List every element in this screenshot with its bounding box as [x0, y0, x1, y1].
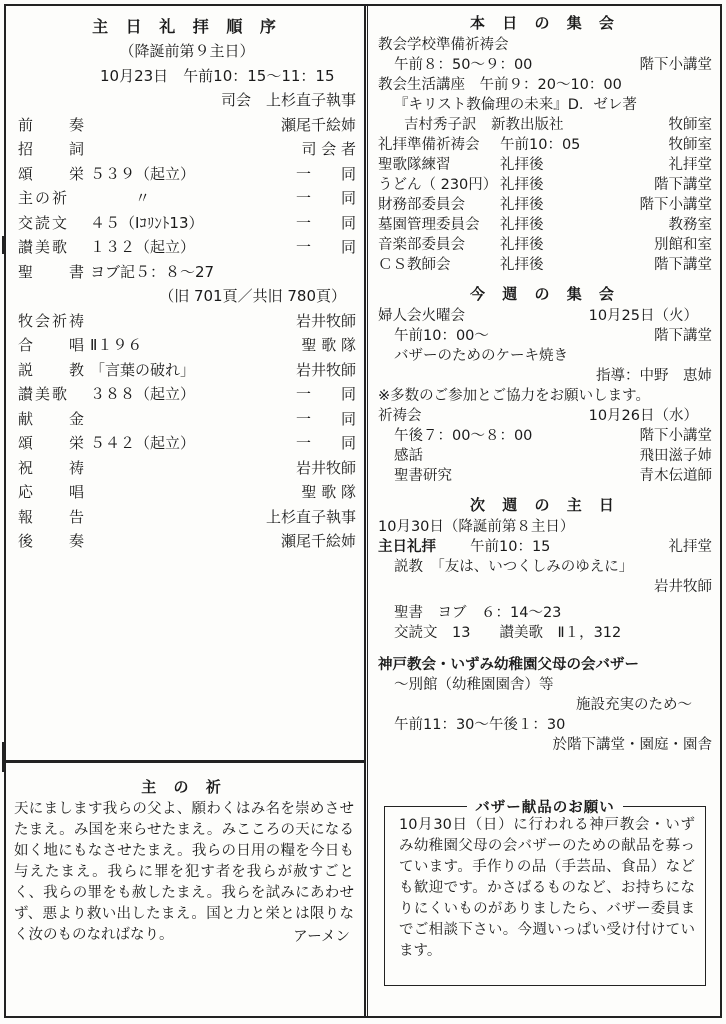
notice-text: 10月30日（日）に行われる神戸教会・いずみ幼稚園父母の会バザーのための献品を募っています。手作りの品（手芸品、食品）なども歓迎です。かさばるものなど、お持ちになりにくいものがありましたら、バザー委員までご相談下さい。今週いっぱい受け付けています。 [399, 817, 695, 959]
meeting-place: 別館和室 [654, 237, 712, 253]
meeting-place: 教務室 [668, 217, 712, 233]
row-label: 献 金 [18, 409, 87, 428]
next-line: 説教 「友は、いつくしみのゆえに」 [394, 559, 634, 575]
row-person: 一 同 [295, 213, 356, 232]
week-line: バザーのためのケーキ焼き [394, 348, 568, 364]
margin-mark [2, 236, 4, 254]
row-label: 交読文 [18, 213, 70, 232]
service-subtitle: （降誕前第９主日） [119, 42, 255, 60]
row-label: 応 唱 [18, 483, 87, 501]
meeting-name: 墓園管理委員会 [378, 217, 480, 233]
service-row [18, 431, 356, 456]
week-place: 階下講堂 [654, 328, 712, 344]
service-row [18, 333, 356, 358]
prayer-title: 主 の 祈 [141, 778, 227, 796]
today-row [378, 235, 712, 255]
service-presider: 司会 上杉直子執事 [220, 91, 356, 109]
row-label: 頌 栄 [18, 164, 87, 183]
row-person: 岩井牧師 [295, 458, 356, 477]
meeting-time: 午前10：05 [500, 137, 581, 153]
row-label: 讃美歌 [18, 385, 70, 403]
next-line: 聖書 ヨブ ６：14〜23 [394, 605, 562, 621]
row-detail: ヨブ記５：８〜27 [90, 262, 215, 281]
row-label: 報 告 [18, 507, 87, 526]
week-time: 午前10：00〜 [394, 328, 489, 344]
service-row [18, 309, 356, 334]
service-row [18, 113, 356, 138]
week-time: 午後７：00〜８：00 [394, 428, 533, 444]
week-title: 今 週 の 集 会 [470, 285, 620, 303]
meeting-name: 音楽部委員会 [378, 237, 465, 253]
today-row [378, 175, 712, 195]
row-person: 瀬尾千絵姉 [280, 532, 356, 550]
today-row [378, 155, 712, 175]
margin-mark [2, 742, 4, 772]
today-rows [378, 135, 712, 275]
row-label: 主の祈 [18, 189, 70, 207]
meeting-place: 階下講堂 [654, 257, 712, 273]
row-detail: ４５（Ⅰｺﾘﾝﾄ13） [90, 213, 204, 232]
notice-title: バザー献品のお願い [467, 800, 623, 816]
section-divider [4, 760, 364, 763]
next-item: 主日礼拝 [378, 539, 436, 555]
row-label: 前 奏 [18, 115, 87, 134]
bazaar-line: 施設充実のため〜 [576, 697, 692, 713]
today-time: 午前８：50〜９：00 [394, 57, 533, 73]
service-row [18, 456, 356, 481]
service-row [18, 186, 356, 211]
row-person: 岩井牧師 [295, 311, 356, 330]
row-label: 招 詞 [18, 140, 87, 158]
service-row [18, 235, 356, 260]
today-place: 牧師室 [668, 117, 712, 133]
row-person: 瀬尾千絵姉 [280, 115, 356, 134]
row-person: 上杉直子執事 [265, 507, 356, 526]
service-row [18, 382, 356, 407]
row-person: 聖 歌 隊 [301, 336, 356, 354]
service-title: 主 日 礼 拝 順 序 [92, 17, 282, 36]
row-person: 岩井牧師 [295, 360, 356, 379]
meeting-time: 礼拝後 [500, 157, 544, 173]
next-line: 岩井牧師 [654, 579, 712, 595]
today-row [378, 215, 712, 235]
week-line: ※多数のご参加とご協力をお願いします。 [378, 388, 650, 404]
bazaar-title: 神戸教会・いずみ幼稚園父母の会バザー [378, 657, 639, 673]
next-time: 午前10：15 [470, 539, 551, 555]
bazaar-line: 午前11：30〜午後１：30 [394, 717, 566, 733]
row-label: 讃美歌 [18, 238, 70, 256]
prayer-amen: アーメン [293, 929, 350, 945]
column-divider [364, 4, 368, 1018]
row-person: 一 同 [295, 434, 356, 452]
meeting-name: 聖歌隊練習 [378, 157, 451, 173]
service-row [18, 480, 356, 505]
next-place: 礼拝堂 [668, 539, 712, 555]
service-row [18, 162, 356, 187]
row-person: 一 同 [295, 189, 356, 207]
week-date: 10月26日（水） [588, 408, 698, 424]
meeting-name: ＣＳ教師会 [378, 257, 451, 273]
announcements [378, 10, 712, 755]
row-person: 聖 歌 隊 [301, 483, 356, 501]
week-item: 感話 [394, 448, 423, 464]
row-person: 一 同 [295, 385, 356, 403]
meeting-time: 礼拝後 [500, 177, 544, 193]
row-detail: Ⅱ１９６ [90, 336, 143, 354]
row-person: 一 同 [295, 164, 356, 183]
today-row [378, 135, 712, 155]
meeting-time: 礼拝後 [500, 197, 544, 213]
meeting-name: 礼拝準備祈祷会 [378, 137, 480, 153]
row-label: 説 教 [18, 360, 87, 379]
next-line: 交読文 13 讃美歌 Ⅱ１，312 [394, 625, 622, 641]
service-rows-2 [18, 309, 356, 554]
meeting-place: 階下小講堂 [639, 197, 712, 213]
row-detail: ５３９（起立） [90, 164, 196, 183]
today-title: 本 日 の 集 会 [470, 14, 620, 32]
today-line: 『キリスト教倫理の未来』D．ゼレ著 [394, 97, 637, 113]
row-label: 聖 書 [18, 262, 87, 281]
service-date: 10月23日 午前10：15〜11：15 [100, 66, 335, 85]
service-row [18, 407, 356, 432]
service-row [18, 260, 356, 285]
service-row [18, 137, 356, 162]
next-line: 10月30日（降誕前第８主日） [378, 519, 575, 535]
week-item: 祈祷会 [378, 408, 422, 424]
row-label: 祝 祷 [18, 458, 87, 477]
week-item: 婦人会火曜会 [378, 308, 465, 324]
week-person: 青木伝道師 [639, 468, 712, 484]
row-person: 司 会 者 [301, 140, 356, 158]
meeting-name: うどん（ 230円） [378, 177, 498, 193]
bible-page-note: （旧 701頁／共旧 780頁） [159, 287, 346, 305]
service-order [18, 10, 356, 554]
row-detail: ５４２（起立） [90, 434, 196, 452]
week-place: 階下小講堂 [639, 428, 712, 444]
lords-prayer [14, 772, 354, 946]
today-place: 階下小講堂 [639, 57, 712, 73]
bazaar-donation-notice [384, 800, 706, 986]
next-title: 次 週 の 主 日 [470, 496, 620, 514]
meeting-place: 礼拝堂 [668, 157, 712, 173]
today-row [378, 195, 712, 215]
meeting-place: 牧師室 [668, 137, 712, 153]
service-row [18, 529, 356, 554]
meeting-place: 階下講堂 [654, 177, 712, 193]
today-line: 教会学校準備祈祷会 [378, 37, 509, 53]
row-label: 牧会祈祷 [18, 311, 87, 330]
week-date: 10月25日（火） [588, 308, 698, 324]
row-label: 頌 栄 [18, 434, 87, 452]
service-row [18, 505, 356, 530]
today-line: 教会生活講座 午前９：20〜10：00 [378, 77, 622, 93]
row-person: 一 同 [295, 409, 356, 428]
today-row [378, 255, 712, 275]
row-detail: 「言葉の破れ」 [90, 360, 196, 379]
row-detail: ３８８（起立） [90, 385, 196, 403]
meeting-name: 財務部委員会 [378, 197, 465, 213]
service-rows [18, 113, 356, 285]
today-line: 吉村秀子訳 新教出版社 [404, 117, 564, 133]
week-line: 指導：中野 恵姉 [596, 368, 712, 384]
service-row [18, 211, 356, 236]
meeting-time: 礼拝後 [500, 217, 544, 233]
row-person: 一 同 [295, 238, 356, 256]
bazaar-line: 於階下講堂・園庭・園舎 [552, 737, 712, 753]
meeting-time: 礼拝後 [500, 237, 544, 253]
service-row [18, 358, 356, 383]
row-label: 合 唱 [18, 336, 87, 354]
meeting-time: 礼拝後 [500, 257, 544, 273]
week-person: 飛田滋子姉 [639, 448, 712, 464]
row-detail: 〃 [90, 189, 151, 207]
row-detail: １３２（起立） [90, 238, 196, 256]
row-label: 後 奏 [18, 532, 87, 550]
week-item: 聖書研究 [394, 468, 452, 484]
bazaar-line: 〜別館（幼稚園園舎）等 [394, 677, 554, 693]
prayer-text: 天にまします我らの父よ、願わくはみ名を崇めさせたまえ。み国を来らせたまえ。みこころの天になる如く地にもなさせたまえ。我らの日用の糧を今日も与えたまえ。我らに罪を犯す者を我らが赦すごとく、我らの罪をも赦したまえ。我らを試みにあわせず、悪より救い出したまえ。国と力と栄とは限りなく汝のものなればなり。 [14, 801, 354, 943]
